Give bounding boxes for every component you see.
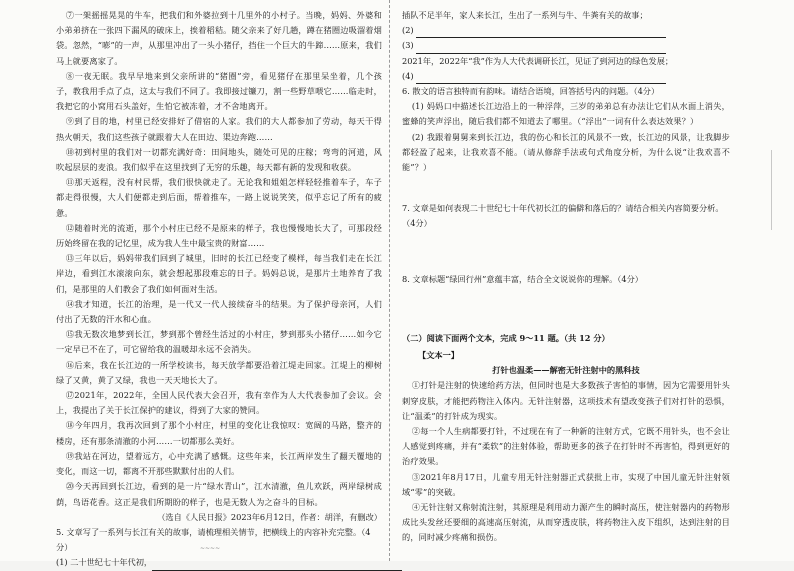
q5-answer-line-2[interactable] xyxy=(402,23,730,38)
section-2-heading: （二）阅读下面两个文本，完成 9～11 题。（共 12 分） xyxy=(402,332,610,343)
q5-answer-line-4[interactable] xyxy=(402,69,730,84)
article-source: （选自《人民日报》2023年6月12日，作者：胡洋，有删改） xyxy=(157,511,382,522)
page-fold-divider xyxy=(389,0,390,561)
paragraph-8: ⑧一夜无眠。我早早地来到父亲所讲的“猪圈”旁，看见猪仔在那里呆坐着，几个孩子，教我用手点了点，这太与我们不同了。我即接过镰刀，割一些野草喂它……临走时，我把它的小窝用石头盖好，生怕它被冻着，才不舍地离开。 xyxy=(56,70,382,112)
q5-item-2-label: (2) xyxy=(402,25,414,36)
question-6-part-2: (2) 我跟着舅舅来到长江边，我的伤心和长江的风景不一致，长江边的风景，让我脚步都轻盈了起来，让我欢喜不能。（请从修辞手法或句式角度分析，为什么说“让我欢喜不能”？） xyxy=(402,131,730,173)
article-title: 打针也温柔——解密无针注射中的黑科技 xyxy=(492,365,640,376)
q5-answer-blank-3[interactable] xyxy=(416,44,666,54)
q5-answer-blank-1[interactable] xyxy=(152,561,402,571)
paragraph-15: ⑮我无数次地梦到长江，梦到那个曾经生活过的小村庄，梦到那头小猪仔……如今它一定早已不在了，可它留给我的温暖却永远不会消失。 xyxy=(56,329,382,355)
q5-item-3-label: (3) xyxy=(402,40,414,51)
margin-binding-mark xyxy=(765,150,772,230)
question-5: 5. 文章写了一系列与长江有关的故事，请梳理相关情节，把横线上的内容补充完整。（4分） xyxy=(56,526,371,553)
text-1-label: 【文本一】 xyxy=(418,350,459,361)
paragraph-14: ⑭我才知道，长江的治理，是一代又一代人接续奋斗的结果。为了保护母亲河，人们付出了无数的汗水和心血。 xyxy=(56,298,382,325)
article-paragraph-4: ④无针注射又称射流注射，其原理是利用动力源产生的瞬时高压，使注射器内的药物形成比头发丝还要细的高速高压射流，从而穿透皮肤，将药物注入皮下组织，达到注射的目的，同时减少疼痛和损伤。 xyxy=(402,502,730,543)
q5-answer-blank-2[interactable] xyxy=(416,28,666,38)
question-8: 8. 文章标题“绿回行州”意蕴丰富，结合全文说说你的理解。（4分） xyxy=(402,273,643,284)
q7-answer-space[interactable] xyxy=(402,232,730,272)
q5-item-1-label: (1) 二十世纪七十年代初， xyxy=(56,557,153,568)
q5-item-4-label: (4) xyxy=(402,70,414,81)
q5-answer-line-1[interactable] xyxy=(56,555,382,570)
article-paragraph-2: ②每一个人生病都要打针，不过现在有了一种新的注射方式，它既不用针头，也不会让人感觉到疼痛，并有“柔软”的注射体验，帮助更多的孩子在打针时不再害怕，得到更好的治疗效果。 xyxy=(402,426,730,467)
q5-answer-blank-4[interactable] xyxy=(416,74,666,84)
question-6-part-1: (1) 妈妈口中描述长江边沿上的一种浮萍，三岁的弟弟总有办法让它们从水面上消失，蜜蜂的笑声浮出，随后我们都不知道去了哪里。（“浮出”一词有什么表达效果？） xyxy=(402,101,730,127)
q5-item-given: 2021年，2022年“我”作为人大代表调研长江，见证了到河边的绿色发展； xyxy=(402,55,674,66)
q5-intro-line: 插队不足半年，家人来长江，生出了一系列与牛、牛粪有关的故事； xyxy=(402,10,648,20)
paragraph-18: ⑱今年四月，我再次回到了那个小村庄，村里的变化让我惊叹：宽阔的马路，整齐的楼房，还有那条清澈的小河……一切都那么美好。 xyxy=(56,420,382,446)
q5-answer-line-3[interactable] xyxy=(402,38,730,53)
paragraph-9: ⑨到了目的地，村里已经安排好了借宿的人家。我们的大人都参加了劳动，每天干得热火朝天，我们这些孩子就跟着大人在田边、渠边奔跑…… xyxy=(56,116,382,142)
pen-scribble: ~~~~ xyxy=(200,545,221,552)
paragraph-20: ⑳今天再回到长江边，看到的是一片“绿水青山”，江水清澈，鱼儿欢跃，两岸绿树成荫，鸟语花香。这正是我们所期盼的样子，也是无数人为之奋斗的目标。 xyxy=(56,481,382,507)
paragraph-17: ⑰2021年，2022年，全国人民代表大会召开，我有幸作为人大代表参加了会议。会上，我提出了关于长江保护的建议，得到了大家的赞同。 xyxy=(56,390,382,416)
paragraph-10: ⑩初到村里的我们对一切都充满好奇：田间地头，随处可见的庄稼；弯弯的河道，风吹起层层的麦浪。我们似乎在这里找到了无穷的乐趣，每天都有新的发现和收获。 xyxy=(56,146,382,173)
paragraph-12: ⑫随着时光的流逝，那个小村庄已经不是原来的样子，我也慢慢地长大了，可那段经历始终留在我的记忆里，成为我人生中最宝贵的财富…… xyxy=(56,222,382,249)
paragraph-19: ⑲我站在河边，望着远方，心中充满了感慨。这些年来，长江两岸发生了翻天覆地的变化，而这一切，都离不开那些默默付出的人们。 xyxy=(56,450,382,477)
paragraph-7: ⑦一架摇摇晃晃的牛车，把我们和外婆拉到十几里外的小村子。当晚，妈妈、外婆和小弟弟挤在一张四下漏风的破床上，挨着稻秸。随父亲来了好几趟，蹲在猪圈边吸溜着烟袋。忽然，“嘭”的一声，从那里冲出了一头小猪仔，挡住一个巨大的牛蹄……原来，我们马上就要离家了。 xyxy=(56,10,382,66)
article-paragraph-1: ①打针是注射的快速给药方法，但同时也是大多数孩子害怕的事情，因为它需要用针头刺穿皮肤，才能把药物注入体内。无针注射器，这项技术有望改变孩子们对打针的恐惧，让“温柔”的打针成为现实。 xyxy=(402,380,730,421)
q6-answer-space[interactable] xyxy=(402,175,730,201)
question-6: 6. 散文的语言独特而有韵味。请结合语境，回答括号内的问题。（4分） xyxy=(402,86,660,97)
paragraph-11: ⑪那天返程，没有村民帮，我们很快就走了。无论我和姐姐怎样轻轻推着车子，车子都走得很慢，大人们便都走到后面，帮着推车，一路上说说笑笑，似乎忘记了所有的疲惫。 xyxy=(56,177,382,218)
paragraph-16: ⑯后来，我在长江边的一所学校读书，每天放学都要沿着江堤走回家。江堤上的柳树绿了又黄，黄了又绿，我也一天天地长大了。 xyxy=(56,359,382,385)
q8-answer-space[interactable] xyxy=(402,287,730,327)
question-7: 7. 文章是如何表现二十世纪七十年代初长江的偏僻和落后的？请结合相关内容简要分析。（4分） xyxy=(402,203,724,229)
article-paragraph-3: ③2021年8月17日，儿童专用无针注射器正式获批上市，实现了中国儿童无针注射领域“零”的突破。 xyxy=(402,471,730,497)
right-column xyxy=(402,8,730,546)
paragraph-13: ⑬三年以后，妈妈带我们回到了城里，旧时的长江已经变了模样，每当我们走在长江岸边，看到江水滚滚向东，就会想起那段难忘的日子。妈妈总说，是那片土地养育了我们，是那里的人们教会了我们如何面对生活。 xyxy=(56,253,382,294)
left-column xyxy=(56,8,382,571)
